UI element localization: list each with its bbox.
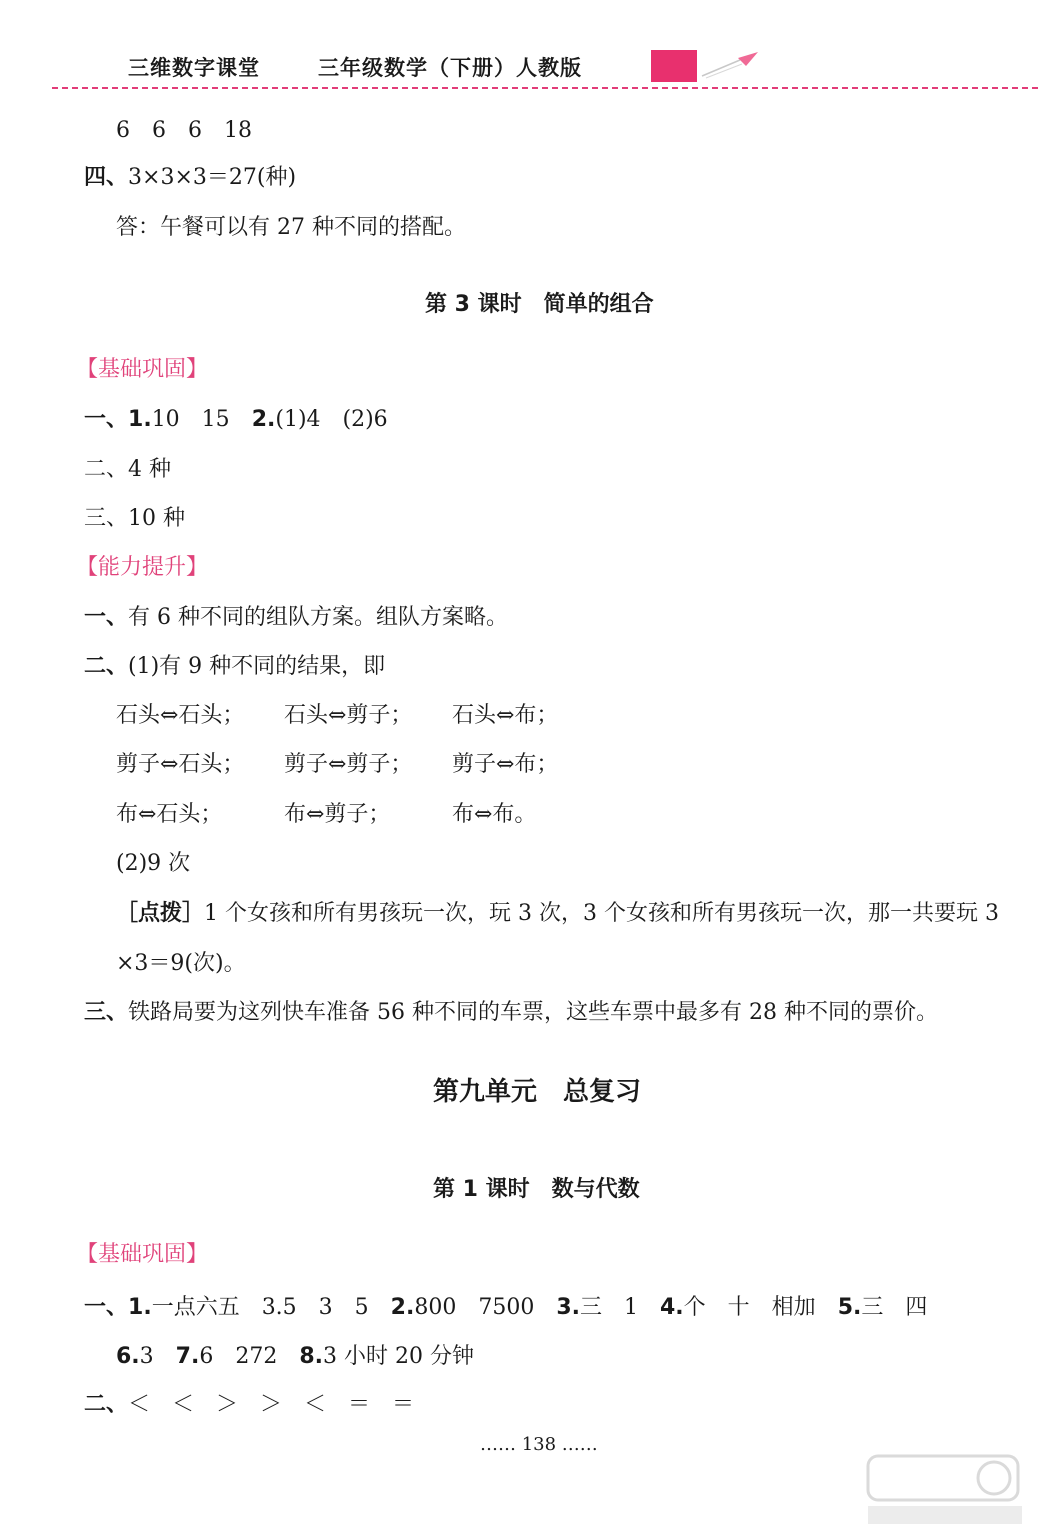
tip-text: 1 个女孩和所有男孩玩一次，玩 3 次，3 个女孩和所有男孩玩一次，那一共要玩 3 — [204, 901, 999, 926]
section-label: 三、 — [84, 1000, 129, 1025]
section-label: 四、 — [84, 165, 129, 190]
ability-line-2b: (2)9 次 — [116, 851, 191, 876]
result-cell: 布⇔剪子； — [284, 802, 391, 827]
item-number: 3. — [556, 1295, 580, 1320]
item-number: 2. — [390, 1295, 415, 1320]
item-number: 4. — [660, 1295, 684, 1320]
answer-text: 个 十 相加 — [683, 1295, 816, 1320]
tag-ability: 【能力提升】 — [76, 555, 209, 580]
answer-text: 铁路局要为这列快车准备 56 种不同的车票，这些车票中最多有 28 种不同的票价。 — [128, 1000, 938, 1025]
answer-text: 三 四 — [861, 1295, 928, 1320]
result-cell: 布⇔石头； — [116, 802, 223, 827]
review-line-1 — [84, 1293, 927, 1323]
answer-text: 3 — [139, 1344, 154, 1369]
item-number: 7. — [175, 1344, 200, 1369]
answer-text: 800 7500 — [414, 1295, 535, 1320]
ability-line-2 — [84, 652, 385, 682]
answer-text: ＜ ＜ ＞ ＞ ＜ ＝ ＝ — [128, 1392, 415, 1417]
basic-line-3: 三、10 种 — [84, 506, 185, 531]
result-row-1 — [116, 701, 558, 731]
watermark-logo — [860, 1450, 1030, 1530]
result-cell: 石头⇔剪子； — [284, 703, 413, 728]
result-cell: 石头⇔布； — [452, 703, 559, 728]
item-number: 1. — [128, 407, 152, 432]
review-line-3 — [84, 1390, 414, 1420]
answer-text: 10 15 — [151, 407, 230, 432]
header-divider — [52, 87, 1038, 89]
header-logo-block — [651, 50, 697, 82]
item-number: 1. — [128, 1295, 152, 1320]
result-row-3 — [116, 800, 536, 830]
rocket-icon — [700, 50, 760, 80]
tag-basic-2: 【基础巩固】 — [76, 1242, 209, 1267]
lesson-title-1: 第 1 课时 数与代数 — [433, 1177, 640, 1202]
answer-line-1: 6 6 6 18 — [116, 118, 252, 143]
section-label: 一、 — [84, 407, 129, 432]
result-cell: 剪子⇔布； — [452, 752, 559, 777]
result-row-2 — [116, 750, 558, 780]
answer-text: (1)4 (2)6 — [275, 407, 388, 432]
item-number: 2. — [251, 407, 276, 432]
answer-line-3: 答：午餐可以有 27 种不同的搭配。 — [116, 215, 466, 240]
section-label: 一、 — [84, 1295, 129, 1320]
answer-text: (1)有 9 种不同的结果，即 — [128, 654, 386, 679]
section-label: 二、 — [84, 654, 129, 679]
item-number: 5. — [837, 1295, 862, 1320]
page-number: …… 138 …… — [480, 1434, 598, 1455]
ability-line-3 — [84, 998, 938, 1028]
answer-text: 有 6 种不同的组队方案。组队方案略。 — [128, 605, 509, 630]
result-cell: 石头⇔石头； — [116, 703, 245, 728]
header-title-left: 三维数字课堂 — [128, 56, 260, 80]
answer-text: 3 小时 20 分钟 — [323, 1344, 474, 1369]
ability-line-1 — [84, 603, 508, 633]
answer-text: 三 1 — [580, 1295, 638, 1320]
basic-line-2: 二、4 种 — [84, 457, 171, 482]
review-line-2 — [116, 1342, 474, 1372]
result-cell: 剪子⇔剪子； — [284, 752, 413, 777]
section-label: 一、 — [84, 605, 129, 630]
result-cell: 布⇔布。 — [452, 802, 537, 827]
tip-line-2: ×3＝9(次)。 — [116, 951, 246, 976]
answer-text: 一点六五 3.5 3 5 — [151, 1295, 369, 1320]
answer-line-2 — [84, 163, 296, 193]
header-title-right: 三年级数学（下册）人教版 — [318, 56, 582, 80]
tag-basic: 【基础巩固】 — [76, 357, 209, 382]
tip-line-1 — [116, 899, 999, 929]
section-label: 二、 — [84, 1392, 129, 1417]
answer-text: 6 272 — [199, 1344, 278, 1369]
item-number: 6. — [116, 1344, 140, 1369]
lesson-title-3: 第 3 课时 简单的组合 — [425, 292, 654, 317]
answer-text: 3×3×3＝27(种) — [128, 165, 297, 190]
result-cell: 剪子⇔石头； — [116, 752, 245, 777]
tip-label: ［点拨］ — [116, 901, 205, 926]
item-number: 8. — [299, 1344, 324, 1369]
unit-title: 第九单元 总复习 — [433, 1077, 642, 1107]
basic-line-1 — [84, 405, 388, 435]
